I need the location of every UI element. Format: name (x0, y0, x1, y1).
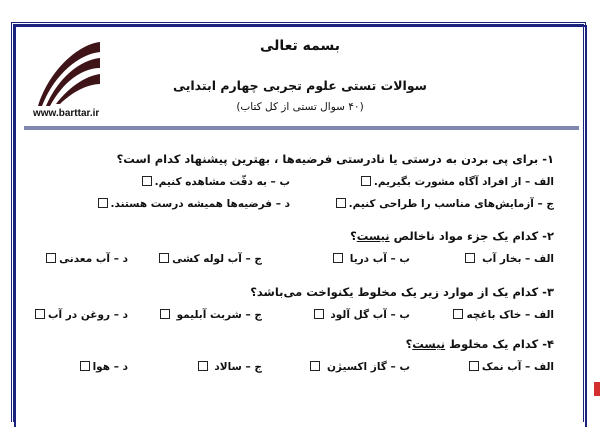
question-mark: ؟ (350, 229, 357, 243)
checkbox[interactable] (453, 309, 463, 319)
option-label: ج – شربت آبلیمو (176, 309, 262, 321)
option[interactable] (330, 253, 410, 265)
option[interactable] (157, 309, 262, 321)
option-label: ج – آب لوله کشی (172, 253, 262, 265)
checkbox[interactable] (98, 198, 108, 208)
option-label: د – روغن در آب (47, 309, 128, 321)
option-label: الف – بخار آب (482, 253, 554, 265)
underlined-word: نیست (356, 229, 390, 243)
question-text: ۲- کدام یک جزء مواد ناخالص (389, 229, 554, 243)
checkbox[interactable] (142, 176, 152, 186)
option[interactable] (450, 309, 554, 321)
checkbox[interactable] (80, 361, 90, 371)
option[interactable] (307, 361, 410, 373)
checkbox[interactable] (35, 309, 45, 319)
option-label: د – هوا (92, 361, 128, 373)
checkbox[interactable] (160, 309, 170, 319)
option[interactable] (95, 198, 290, 210)
checkbox[interactable] (465, 253, 475, 263)
checkbox[interactable] (336, 198, 346, 208)
question-text: ۴- کدام یک مخلوط (445, 337, 554, 351)
option[interactable] (311, 309, 410, 321)
checkbox[interactable] (198, 361, 208, 371)
option[interactable] (466, 361, 554, 373)
option-label: الف – خاک باغچه (466, 309, 554, 321)
option-label: د – فرضیه‌ها همیشه درست هستند. (110, 198, 290, 210)
question-3: ۳- کدام یک از موارد زیر یک مخلوط یکنواخت می‌باشد؟ (250, 285, 554, 299)
checkbox[interactable] (333, 253, 343, 263)
question-1: ۱- برای پی بردن به درستی یا نادرستی فرضیه‌ها ، بهترین پیشنهاد کدام است؟ (116, 152, 554, 166)
logo-url: www.barttar.ir (33, 108, 100, 119)
option-label: ب – آب دریا (349, 253, 410, 265)
option-label: ب – گاز اکسیژن (326, 361, 410, 373)
option[interactable] (139, 176, 290, 188)
option[interactable] (77, 361, 128, 373)
option[interactable] (43, 253, 128, 265)
page-title: بسمه تعالی (259, 38, 341, 54)
option-label: ج – سالاد (214, 361, 262, 373)
checkbox[interactable] (314, 309, 324, 319)
page-note: (۴۰ سوال تستی از کل کتاب) (236, 101, 364, 113)
option-label: ب – به دقّت مشاهده کنیم. (154, 176, 290, 188)
red-mark (594, 382, 600, 396)
option-label: الف – آب نمک (481, 361, 554, 373)
option-label: ب – آب گل آلود (330, 309, 410, 321)
header-divider (24, 126, 579, 130)
question-2 (350, 229, 554, 243)
checkbox[interactable] (46, 253, 56, 263)
question-4 (406, 337, 554, 351)
option[interactable] (32, 309, 128, 321)
option[interactable] (156, 253, 262, 265)
question-mark: ؟ (405, 337, 413, 351)
option-label: ج – آزمایش‌های مناسب را طراحی کنیم. (348, 198, 554, 210)
option[interactable] (333, 198, 554, 210)
option-label: د – آب معدنی (59, 253, 128, 265)
option[interactable] (195, 361, 262, 373)
checkbox[interactable] (310, 361, 320, 371)
checkbox[interactable] (361, 176, 371, 186)
option[interactable] (462, 253, 554, 265)
checkbox[interactable] (469, 361, 479, 371)
option-label: الف – از افراد آگاه مشورت بگیریم. (373, 176, 554, 188)
underlined-word: نیست (412, 337, 446, 351)
option[interactable] (358, 176, 554, 188)
page-subtitle: سوالات تستی علوم تجربی چهارم ابتدایی (173, 78, 427, 93)
checkbox[interactable] (159, 253, 169, 263)
